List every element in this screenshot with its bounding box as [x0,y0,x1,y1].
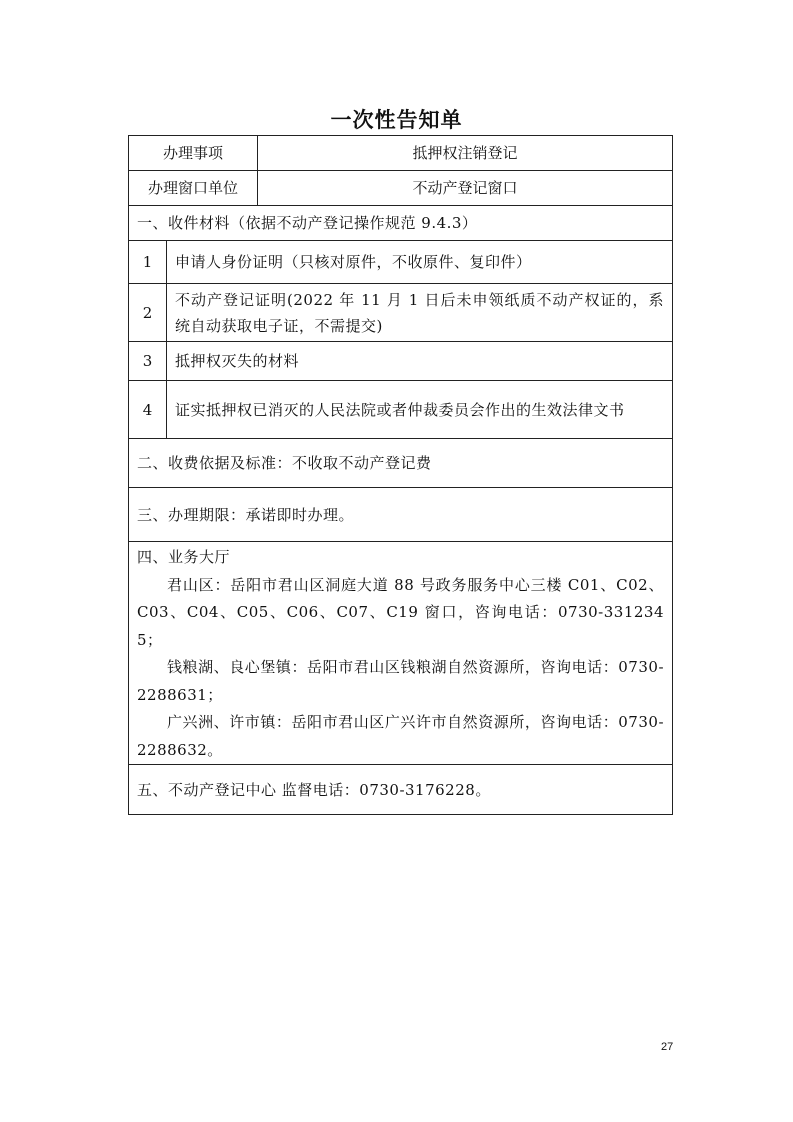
material-row-3 [129,342,673,381]
row-matter [129,136,673,171]
hall-entry-qianlianghu: 钱粮湖、良心堡镇：岳阳市君山区钱粮湖自然资源所，咨询电话：0730-2288631； [137,658,665,704]
material-text-2: 不动产登记证明(2022 年 11 月 1 日后未申领纸质不动产权证的，系统自动获取电子证，不需提交) [167,284,673,342]
page-number: 27 [661,1041,674,1053]
hall-entry-junshan: 君山区：岳阳市君山区洞庭大道 88 号政务服务中心三楼 C01、C02、C03、C04、C05、C06、C07、C19 窗口，咨询电话：0730-3312345； [137,575,665,649]
row-supervision [129,765,673,815]
materials-heading: 一、收件材料（依据不动产登记操作规范 9.4.3） [129,206,673,241]
material-number-1: 1 [129,241,167,284]
document-title: 一次性告知单 [330,108,463,132]
row-materials-heading [129,206,673,241]
row-period [129,488,673,542]
notice-table [128,135,673,815]
material-row-1 [129,241,673,284]
supervision-text: 五、不动产登记中心 监督电话：0730-3176228。 [129,765,673,815]
material-number-4: 4 [129,381,167,439]
material-number-3: 3 [129,342,167,381]
row-halls [129,542,673,765]
period-text: 三、办理期限：承诺即时办理。 [129,488,673,542]
material-text-1: 申请人身份证明（只核对原件，不收原件、复印件） [167,241,673,284]
fees-text: 二、收费依据及标准：不收取不动产登记费 [129,439,673,488]
row-window-unit [129,171,673,206]
window-unit-value: 不动产登记窗口 [258,171,673,206]
halls-cell [129,542,673,765]
row-fees [129,439,673,488]
material-number-2: 2 [129,284,167,342]
material-text-4: 证实抵押权已消灭的人民法院或者仲裁委员会作出的生效法律文书 [167,381,673,439]
matter-value: 抵押权注销登记 [258,136,673,171]
halls-heading: 四、业务大厅 [137,548,231,566]
window-unit-label: 办理窗口单位 [129,171,258,206]
hall-entry-guangxingzhou: 广兴洲、许市镇：岳阳市君山区广兴许市自然资源所，咨询电话：0730-2288632。 [137,713,665,759]
matter-label: 办理事项 [129,136,258,171]
material-row-2 [129,284,673,342]
material-text-3: 抵押权灭失的材料 [167,342,673,381]
material-row-4 [129,381,673,439]
